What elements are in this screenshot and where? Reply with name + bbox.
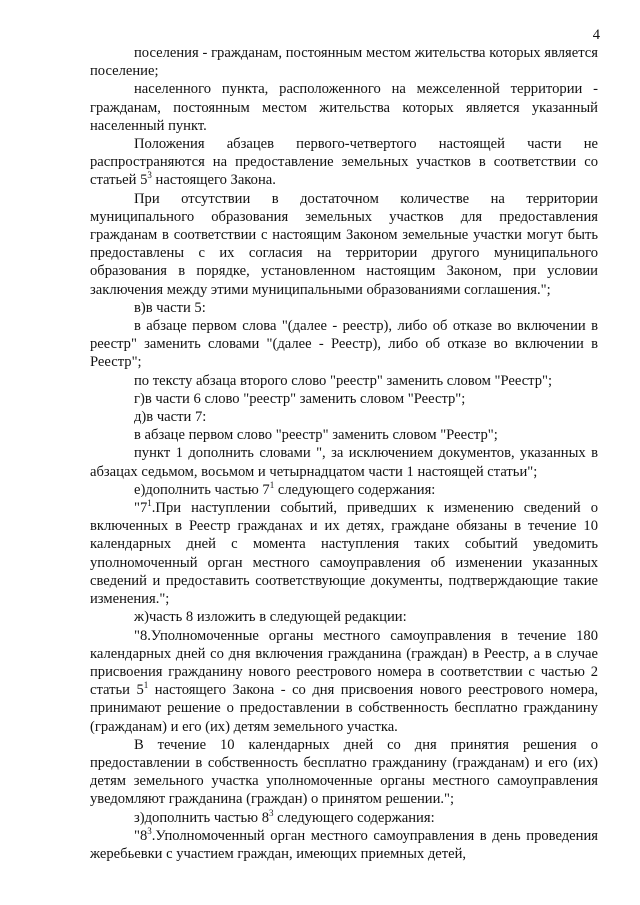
paragraph	[90, 499, 598, 608]
paragraph: по тексту абзаца второго слово "реестр" заменить словом "Реестр";	[134, 372, 553, 389]
paragraph: в)в части 5:	[134, 299, 206, 316]
paragraph-text: з)дополнить частью 8	[134, 809, 270, 826]
paragraph: д)в части 7:	[134, 409, 207, 426]
paragraph	[90, 135, 598, 190]
paragraph-text: "8	[134, 827, 148, 844]
paragraph-text: "8.Уполномоченные органы местного самоуправления в течение 180 календарных дней со дня включения гражданина (граждан) в Реестр, а в случае присвоения гражданину нового реестрового номера в соответствии с частью 2 статьи 5	[90, 627, 598, 699]
paragraph: пункт 1 дополнить словами ", за исключением документов, указанных в абзацах седьмом, восьмом и четырнадцатом части 1 настоящей статьи";	[90, 445, 598, 480]
paragraph-text: .Уполномоченный орган местного самоуправления в день проведения жеребьевки с участием граждан, имеющих приемных детей,	[90, 827, 598, 862]
paragraph-text: следующего содержания:	[273, 809, 435, 826]
paragraph: населенного пункта, расположенного на межселенной территории - гражданам, постоянным местом жительства которых является указанный населенный пункт.	[90, 81, 598, 134]
superscript: 1	[147, 498, 152, 509]
superscript: 3	[147, 170, 152, 181]
superscript: 3	[269, 807, 274, 818]
paragraph-text: е)дополнить частью 7	[134, 481, 270, 498]
document-body	[90, 44, 598, 863]
paragraph: поселения - гражданам, постоянным местом жительства которых является поселение;	[90, 45, 598, 80]
superscript: 1	[143, 680, 149, 691]
paragraph: в абзаце первом слова "(далее - реестр), либо об отказе во включении в реестр" заменить словами "(далее - Реестр), либо об отказе во включении в Реестр";	[90, 318, 598, 371]
paragraph-text: "7	[134, 500, 148, 517]
paragraph: в абзаце первом слово "реестр" заменить словом "Реестр";	[134, 427, 498, 444]
paragraph-text: следующего содержания:	[274, 481, 436, 498]
paragraph: г)в части 6 слово "реестр" заменить словом "Реестр";	[134, 390, 466, 407]
page-number: 4	[592, 27, 600, 43]
paragraph: ж)часть 8 изложить в следующей редакции:	[134, 609, 407, 626]
superscript: 1	[269, 479, 275, 490]
paragraph	[90, 627, 598, 736]
paragraph	[90, 827, 598, 863]
paragraph: При отсутствии в достаточном количестве на территории муниципального образования земельных участков для предоставления гражданам в соответствии с настоящим Законом земельные участки могут быть предоставлены с их согласия на территории другого муниципального образования в порядке, установленном настоящим Законом, при условии заключения между этими муниципальными образованиями соглашения.";	[90, 190, 598, 298]
paragraph-text: настоящего Закона.	[151, 172, 276, 189]
paragraph: В течение 10 календарных дней со дня принятия решения о предоставлении в собственность бесплатно гражданину (гражданам) и его (их) детям земельного участка уполномоченные органы местного самоуправления уведомляют гражданина (граждан) о принятом решении.";	[90, 736, 598, 808]
paragraph-text: настоящего Закона - со дня присвоения нового реестрового номера, принимают решение о предоставлении в собственность бесплатно гражданину (гражданам) и его (их) детям земельного участка.	[90, 682, 598, 735]
paragraph	[90, 481, 598, 499]
paragraph-text: Положения абзацев первого-четвертого настоящей части не распространяются на предоставление земельных участков в соответствии со статьей 5	[90, 136, 598, 189]
superscript: 3	[147, 825, 152, 836]
paragraph	[90, 809, 598, 827]
paragraph-text: .При наступлении событий, приведших к изменению сведений о включенных в Реестр гражданах и их детях, граждане обязаны в течение 10 календарных дней с момента наступления таких событий уведомить уполномоченный орган местного самоуправления об изменении указанных сведений и предоставить соответствующие документы, подтверждающие такие изменения.";	[90, 500, 598, 608]
